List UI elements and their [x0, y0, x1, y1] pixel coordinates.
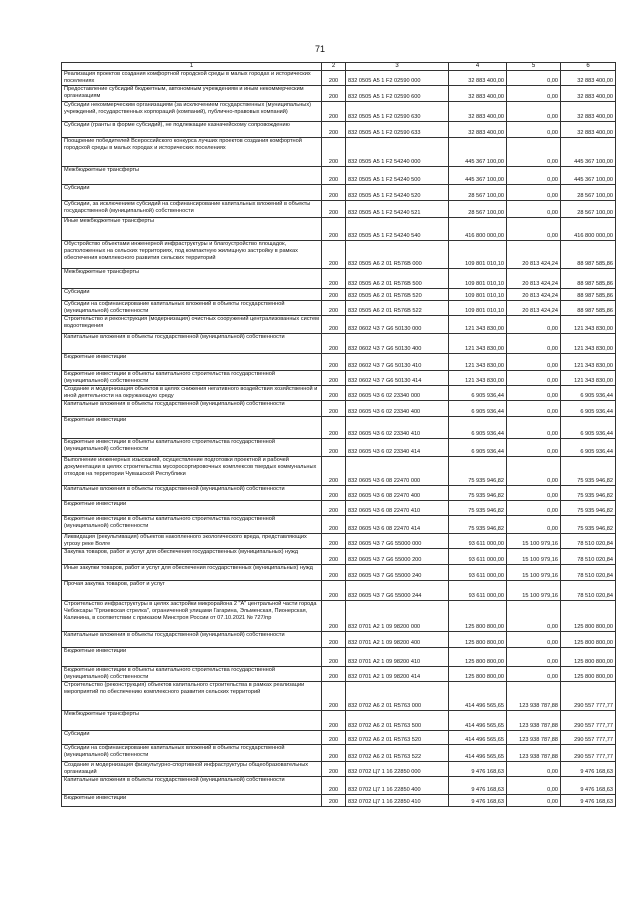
row-fact-cell: 0,00 — [507, 501, 561, 516]
row-code-cell: 200 — [322, 486, 346, 501]
row-code-cell: 200 — [322, 534, 346, 549]
row-fact-cell: 20 813 424,24 — [507, 241, 561, 269]
row-kbk-cell: 832 0505 А5 1 F2 54240 521 — [346, 201, 449, 218]
row-code-cell: 200 — [322, 102, 346, 122]
row-fact-cell: 0,00 — [507, 316, 561, 334]
row-fact-cell: 123 938 787,88 — [507, 711, 561, 731]
row-code-cell: 200 — [322, 301, 346, 316]
row-plan-cell: 121 343 830,00 — [449, 334, 507, 354]
row-kbk-cell: 832 0505 А6 2 01 R576B 500 — [346, 269, 449, 289]
row-kbk-cell: 832 0505 А5 1 F2 54240 520 — [346, 185, 449, 201]
table-row — [62, 648, 616, 667]
row-diff-cell: 6 905 936,44 — [561, 401, 616, 417]
row-diff-cell: 88 987 585,86 — [561, 301, 616, 316]
row-code-cell: 200 — [322, 334, 346, 354]
row-plan-cell: 32 883 400,00 — [449, 71, 507, 86]
table-row — [62, 86, 616, 102]
row-fact-cell: 0,00 — [507, 401, 561, 417]
row-diff-cell: 28 567 100,00 — [561, 201, 616, 218]
row-code-cell: 200 — [322, 745, 346, 762]
row-fact-cell: 0,00 — [507, 102, 561, 122]
row-diff-cell: 290 557 777,77 — [561, 745, 616, 762]
row-diff-cell: 32 883 400,00 — [561, 86, 616, 102]
row-name-cell: Ликвидация (рекультивация) объектов накопленного экологического вреда, представляющих угрозу реке Волге — [62, 534, 322, 549]
table-row — [62, 549, 616, 565]
row-code-cell: 200 — [322, 711, 346, 731]
row-name-cell: Бюджетные инвестиции в объекты капитального строительства государственной (муниципальной) собственности — [62, 516, 322, 534]
row-name-cell: Закупка товаров, работ и услуг для обеспечения государственных (муниципальных) нужд — [62, 549, 322, 565]
row-plan-cell: 416 800 000,00 — [449, 218, 507, 241]
row-kbk-cell: 832 0701 А2 1 09 98200 414 — [346, 667, 449, 682]
column-header: 3 — [346, 63, 449, 71]
table-row — [62, 565, 616, 581]
row-plan-cell: 9 476 168,63 — [449, 777, 507, 795]
row-diff-cell: 78 510 020,84 — [561, 549, 616, 565]
table-row — [62, 486, 616, 501]
row-diff-cell: 75 935 946,82 — [561, 457, 616, 486]
row-diff-cell: 6 905 936,44 — [561, 417, 616, 439]
row-fact-cell: 15 100 979,16 — [507, 534, 561, 549]
row-name-cell: Обустройство объектами инженерной инфраструктуры и благоустройство площадок, расположенных на сельских территориях, под компактную жилищную застройку в рамках обеспечения комплексного развития сельских территорий — [62, 241, 322, 269]
row-diff-cell: 121 343 830,00 — [561, 316, 616, 334]
row-diff-cell: 290 557 777,77 — [561, 711, 616, 731]
row-code-cell: 200 — [322, 185, 346, 201]
row-plan-cell: 32 883 400,00 — [449, 122, 507, 138]
row-code-cell: 200 — [322, 316, 346, 334]
row-name-cell: Бюджетные инвестиции — [62, 417, 322, 439]
table-row — [62, 269, 616, 289]
row-plan-cell: 125 800 800,00 — [449, 632, 507, 648]
row-kbk-cell: 832 0505 А6 2 01 R576B 520 — [346, 289, 449, 301]
table-row — [62, 762, 616, 777]
column-header: 1 — [62, 63, 322, 71]
row-diff-cell: 121 343 830,00 — [561, 371, 616, 386]
row-code-cell: 200 — [322, 218, 346, 241]
row-name-cell: Межбюджетные трансферты — [62, 269, 322, 289]
row-plan-cell: 75 935 946,82 — [449, 457, 507, 486]
table-row — [62, 682, 616, 711]
row-code-cell: 200 — [322, 501, 346, 516]
row-kbk-cell: 832 0505 А5 1 F2 02590 630 — [346, 102, 449, 122]
row-kbk-cell: 832 0605 Ч3 6 08 22470 410 — [346, 501, 449, 516]
row-name-cell: Капитальные вложения в объекты государственной (муниципальной) собственности — [62, 632, 322, 648]
row-plan-cell: 28 567 100,00 — [449, 201, 507, 218]
row-diff-cell: 78 510 020,84 — [561, 565, 616, 581]
row-fact-cell: 20 813 424,24 — [507, 301, 561, 316]
row-kbk-cell: 832 0701 А2 1 09 98200 410 — [346, 648, 449, 667]
row-kbk-cell: 832 0505 А5 1 F2 54240 500 — [346, 167, 449, 185]
row-diff-cell: 9 476 168,63 — [561, 795, 616, 807]
row-diff-cell: 125 800 800,00 — [561, 667, 616, 682]
table-row — [62, 354, 616, 371]
row-plan-cell: 414 496 565,65 — [449, 711, 507, 731]
row-name-cell: Создание и модернизация объектов в целях снижения негативного воздействия хозяйственной и иной деятельности на окружающую среду — [62, 386, 322, 401]
table-row — [62, 795, 616, 807]
row-plan-cell: 75 935 946,82 — [449, 516, 507, 534]
row-plan-cell: 121 343 830,00 — [449, 371, 507, 386]
row-name-cell: Бюджетные инвестиции в объекты капитального строительства государственной (муниципальной) собственности — [62, 667, 322, 682]
row-plan-cell: 28 567 100,00 — [449, 185, 507, 201]
row-diff-cell: 6 905 936,44 — [561, 386, 616, 401]
row-fact-cell: 123 938 787,88 — [507, 745, 561, 762]
row-plan-cell: 9 476 168,63 — [449, 795, 507, 807]
row-diff-cell: 416 800 000,00 — [561, 218, 616, 241]
row-diff-cell: 121 343 830,00 — [561, 334, 616, 354]
row-fact-cell: 0,00 — [507, 777, 561, 795]
row-kbk-cell: 832 0605 Ч3 6 02 23340 410 — [346, 417, 449, 439]
row-fact-cell: 0,00 — [507, 201, 561, 218]
table-row — [62, 334, 616, 354]
row-fact-cell: 15 100 979,16 — [507, 549, 561, 565]
table-row — [62, 167, 616, 185]
row-fact-cell: 20 813 424,24 — [507, 289, 561, 301]
table-row — [62, 457, 616, 486]
row-name-cell: Строительство и реконструкция (модернизация) очистных сооружений централизованных систем водоотведения — [62, 316, 322, 334]
row-name-cell: Бюджетные инвестиции — [62, 648, 322, 667]
row-plan-cell: 445 367 100,00 — [449, 138, 507, 167]
row-diff-cell: 28 567 100,00 — [561, 185, 616, 201]
row-code-cell: 200 — [322, 795, 346, 807]
row-diff-cell: 9 476 168,63 — [561, 762, 616, 777]
row-plan-cell: 414 496 565,65 — [449, 745, 507, 762]
table-row — [62, 371, 616, 386]
row-diff-cell: 32 883 400,00 — [561, 102, 616, 122]
row-kbk-cell: 832 0702 Ц7 1 16 22850 000 — [346, 762, 449, 777]
row-name-cell: Межбюджетные трансферты — [62, 711, 322, 731]
row-kbk-cell: 832 0702 А6 2 01 R5763 000 — [346, 682, 449, 711]
row-fact-cell: 0,00 — [507, 86, 561, 102]
row-code-cell: 200 — [322, 682, 346, 711]
row-name-cell: Капитальные вложения в объекты государственной (муниципальной) собственности — [62, 486, 322, 501]
row-code-cell: 200 — [322, 581, 346, 601]
row-code-cell: 200 — [322, 762, 346, 777]
row-plan-cell: 6 905 936,44 — [449, 417, 507, 439]
table-row — [62, 386, 616, 401]
row-plan-cell: 125 800 800,00 — [449, 601, 507, 632]
row-kbk-cell: 832 0702 Ц7 1 16 22850 410 — [346, 795, 449, 807]
row-fact-cell: 123 938 787,88 — [507, 682, 561, 711]
row-plan-cell: 109 801 010,10 — [449, 241, 507, 269]
column-header: 4 — [449, 63, 507, 71]
row-kbk-cell: 832 0505 А5 1 F2 54240 540 — [346, 218, 449, 241]
row-kbk-cell: 832 0505 А6 2 01 R576B 522 — [346, 301, 449, 316]
row-fact-cell: 0,00 — [507, 601, 561, 632]
row-name-cell: Создание и модернизация физкультурно-спортивной инфраструктуры общеобразовательных организаций — [62, 762, 322, 777]
row-name-cell: Бюджетные инвестиции — [62, 501, 322, 516]
row-diff-cell: 78 510 020,84 — [561, 534, 616, 549]
row-kbk-cell: 832 0605 Ч3 7 G6 55000 200 — [346, 549, 449, 565]
row-fact-cell: 0,00 — [507, 371, 561, 386]
row-code-cell: 200 — [322, 565, 346, 581]
table-row — [62, 316, 616, 334]
row-code-cell: 200 — [322, 601, 346, 632]
row-code-cell: 200 — [322, 241, 346, 269]
row-plan-cell: 93 611 000,00 — [449, 565, 507, 581]
row-plan-cell: 414 496 565,65 — [449, 731, 507, 745]
row-fact-cell: 0,00 — [507, 185, 561, 201]
row-fact-cell: 0,00 — [507, 417, 561, 439]
table-row — [62, 439, 616, 457]
column-number-row — [62, 63, 616, 71]
row-code-cell: 200 — [322, 777, 346, 795]
row-code-cell: 200 — [322, 516, 346, 534]
row-code-cell: 200 — [322, 269, 346, 289]
table-row — [62, 777, 616, 795]
row-kbk-cell: 832 0505 А6 2 01 R576B 000 — [346, 241, 449, 269]
row-code-cell: 200 — [322, 86, 346, 102]
row-name-cell: Строительство (реконструкция) объектов капитального строительства в рамках реализации мероприятий по обеспечению комплексного развития сельских территорий — [62, 682, 322, 711]
row-code-cell: 200 — [322, 457, 346, 486]
row-diff-cell: 88 987 585,86 — [561, 241, 616, 269]
row-code-cell: 200 — [322, 167, 346, 185]
row-plan-cell: 75 935 946,82 — [449, 501, 507, 516]
row-fact-cell: 0,00 — [507, 122, 561, 138]
row-code-cell: 200 — [322, 122, 346, 138]
table-row — [62, 241, 616, 269]
row-name-cell: Субсидии (гранты в форме субсидий), не подлежащие казначейскому сопровождению — [62, 122, 322, 138]
row-name-cell: Реализация проектов создания комфортной городской среды в малых городах и исторических поселениях — [62, 71, 322, 86]
row-fact-cell: 0,00 — [507, 516, 561, 534]
row-code-cell: 200 — [322, 138, 346, 167]
table-row — [62, 102, 616, 122]
row-kbk-cell: 832 0702 А6 2 01 R5763 522 — [346, 745, 449, 762]
row-code-cell: 200 — [322, 371, 346, 386]
row-kbk-cell: 832 0605 Ч3 7 G6 55000 244 — [346, 581, 449, 601]
row-plan-cell: 121 343 830,00 — [449, 354, 507, 371]
row-diff-cell: 32 883 400,00 — [561, 71, 616, 86]
row-name-cell: Субсидии на софинансирование капитальных вложений в объекты государственной (муниципальной) собственности — [62, 301, 322, 316]
row-code-cell: 200 — [322, 667, 346, 682]
row-diff-cell: 125 800 800,00 — [561, 648, 616, 667]
row-name-cell: Предоставление субсидий бюджетным, автономным учреждениям и иным некоммерческим организациям — [62, 86, 322, 102]
table-row — [62, 218, 616, 241]
row-kbk-cell: 832 0605 Ч3 7 G6 55000 240 — [346, 565, 449, 581]
row-diff-cell: 9 476 168,63 — [561, 777, 616, 795]
row-name-cell: Бюджетные инвестиции — [62, 795, 322, 807]
row-code-cell: 200 — [322, 201, 346, 218]
row-kbk-cell: 832 0602 Ч3 7 G6 50130 410 — [346, 354, 449, 371]
row-diff-cell: 125 800 800,00 — [561, 632, 616, 648]
row-plan-cell: 414 496 565,65 — [449, 682, 507, 711]
row-diff-cell: 32 883 400,00 — [561, 122, 616, 138]
table-row — [62, 581, 616, 601]
row-code-cell: 200 — [322, 354, 346, 371]
table-row — [62, 417, 616, 439]
row-plan-cell: 93 611 000,00 — [449, 549, 507, 565]
row-plan-cell: 125 800 800,00 — [449, 667, 507, 682]
row-name-cell: Субсидии на софинансирование капитальных вложений в объекты государственной (муниципальной) собственности — [62, 745, 322, 762]
row-diff-cell: 121 343 830,00 — [561, 354, 616, 371]
table-row — [62, 401, 616, 417]
row-code-cell: 200 — [322, 417, 346, 439]
row-plan-cell: 6 905 936,44 — [449, 386, 507, 401]
row-plan-cell: 109 801 010,10 — [449, 269, 507, 289]
row-name-cell: Субсидии — [62, 731, 322, 745]
row-fact-cell: 20 813 424,24 — [507, 269, 561, 289]
row-fact-cell: 0,00 — [507, 167, 561, 185]
row-diff-cell: 88 987 585,86 — [561, 269, 616, 289]
row-code-cell: 200 — [322, 648, 346, 667]
row-kbk-cell: 832 0702 А6 2 01 R5763 500 — [346, 711, 449, 731]
row-fact-cell: 15 100 979,16 — [507, 565, 561, 581]
table-row — [62, 501, 616, 516]
table-row — [62, 601, 616, 632]
row-kbk-cell: 832 0702 Ц7 1 16 22850 400 — [346, 777, 449, 795]
row-plan-cell: 93 611 000,00 — [449, 534, 507, 549]
row-kbk-cell: 832 0605 Ч3 7 G6 55000 000 — [346, 534, 449, 549]
row-kbk-cell: 832 0602 Ч3 7 G6 50130 400 — [346, 334, 449, 354]
row-diff-cell: 78 510 020,84 — [561, 581, 616, 601]
table-row — [62, 71, 616, 86]
table-row — [62, 289, 616, 301]
row-code-cell: 200 — [322, 549, 346, 565]
row-code-cell: 200 — [322, 289, 346, 301]
table-row — [62, 122, 616, 138]
row-plan-cell: 93 611 000,00 — [449, 581, 507, 601]
row-diff-cell: 6 905 936,44 — [561, 439, 616, 457]
row-fact-cell: 0,00 — [507, 795, 561, 807]
row-fact-cell: 0,00 — [507, 486, 561, 501]
row-diff-cell: 290 557 777,77 — [561, 731, 616, 745]
row-name-cell: Выполнение инженерных изысканий, осуществление подготовки проектной и рабочей документации в целях строительства мусоросортировочных комплексов твердых коммунальных отходов на территории Чувашской Республики — [62, 457, 322, 486]
row-name-cell: Прочая закупка товаров, работ и услуг — [62, 581, 322, 601]
table-row — [62, 301, 616, 316]
row-kbk-cell: 832 0505 А5 1 F2 02590 633 — [346, 122, 449, 138]
row-diff-cell: 75 935 946,82 — [561, 516, 616, 534]
row-fact-cell: 0,00 — [507, 667, 561, 682]
row-name-cell: Субсидии — [62, 289, 322, 301]
row-diff-cell: 75 935 946,82 — [561, 501, 616, 516]
column-header: 2 — [322, 63, 346, 71]
row-name-cell: Субсидии, за исключением субсидий на софинансирование капитальных вложений в объекты государственной (муниципальной) собственности — [62, 201, 322, 218]
row-plan-cell: 32 883 400,00 — [449, 86, 507, 102]
row-fact-cell: 15 100 979,16 — [507, 581, 561, 601]
row-kbk-cell: 832 0602 Ч3 7 G6 50130 000 — [346, 316, 449, 334]
row-diff-cell: 290 557 777,77 — [561, 682, 616, 711]
row-kbk-cell: 832 0701 А2 1 09 98200 000 — [346, 601, 449, 632]
row-kbk-cell: 832 0702 А6 2 01 R5763 520 — [346, 731, 449, 745]
table-row — [62, 138, 616, 167]
row-diff-cell: 445 367 100,00 — [561, 167, 616, 185]
row-kbk-cell: 832 0701 А2 1 09 98200 400 — [346, 632, 449, 648]
row-name-cell: Бюджетные инвестиции в объекты капитального строительства государственной (муниципальной) собственности — [62, 371, 322, 386]
row-plan-cell: 6 905 936,44 — [449, 439, 507, 457]
row-kbk-cell: 832 0505 А5 1 F2 02590 600 — [346, 86, 449, 102]
row-code-cell: 200 — [322, 439, 346, 457]
row-fact-cell: 0,00 — [507, 71, 561, 86]
row-kbk-cell: 832 0505 А5 1 F2 54240 000 — [346, 138, 449, 167]
table-row — [62, 534, 616, 549]
budget-execution-table — [61, 62, 616, 807]
table-row — [62, 516, 616, 534]
row-kbk-cell: 832 0605 Ч3 6 08 22470 400 — [346, 486, 449, 501]
row-fact-cell: 0,00 — [507, 439, 561, 457]
row-code-cell: 200 — [322, 731, 346, 745]
row-diff-cell: 75 935 946,82 — [561, 486, 616, 501]
row-kbk-cell: 832 0605 Ч3 6 02 23340 400 — [346, 401, 449, 417]
table-row — [62, 731, 616, 745]
row-name-cell: Капитальные вложения в объекты государственной (муниципальной) собственности — [62, 334, 322, 354]
row-name-cell: Субсидии — [62, 185, 322, 201]
row-diff-cell: 88 987 585,86 — [561, 289, 616, 301]
row-name-cell: Иные межбюджетные трансферты — [62, 218, 322, 241]
row-plan-cell: 121 343 830,00 — [449, 316, 507, 334]
column-header: 5 — [507, 63, 561, 71]
row-plan-cell: 9 476 168,63 — [449, 762, 507, 777]
row-name-cell: Бюджетные инвестиции в объекты капитального строительства государственной (муниципальной) собственности — [62, 439, 322, 457]
row-code-cell: 200 — [322, 401, 346, 417]
row-name-cell: Капитальные вложения в объекты государственной (муниципальной) собственности — [62, 777, 322, 795]
row-fact-cell: 0,00 — [507, 218, 561, 241]
row-plan-cell: 109 801 010,10 — [449, 301, 507, 316]
row-plan-cell: 75 935 946,82 — [449, 486, 507, 501]
row-fact-cell: 0,00 — [507, 632, 561, 648]
table-row — [62, 201, 616, 218]
row-kbk-cell: 832 0505 А5 1 F2 02590 000 — [346, 71, 449, 86]
row-fact-cell: 0,00 — [507, 762, 561, 777]
row-kbk-cell: 832 0605 Ч3 6 02 23340 000 — [346, 386, 449, 401]
row-fact-cell: 123 938 787,88 — [507, 731, 561, 745]
row-name-cell: Межбюджетные трансферты — [62, 167, 322, 185]
row-plan-cell: 109 801 010,10 — [449, 289, 507, 301]
row-kbk-cell: 832 0605 Ч3 6 08 22470 414 — [346, 516, 449, 534]
row-code-cell: 200 — [322, 632, 346, 648]
row-name-cell: Капитальные вложения в объекты государственной (муниципальной) собственности — [62, 401, 322, 417]
row-name-cell: Строительство инфраструктуры в целях застройки микрорайона 2 "А" центральной части города Чебоксары "Грязевская стрелка", ограниченной улицами Гагарина, Эльменская, Пионерская, Калинина, в соответствии с приказом Минстроя России от 07.10.2021 № 727/пр — [62, 601, 322, 632]
column-header: 6 — [561, 63, 616, 71]
row-plan-cell: 125 800 800,00 — [449, 648, 507, 667]
row-kbk-cell: 832 0602 Ч3 7 G6 50130 414 — [346, 371, 449, 386]
row-fact-cell: 0,00 — [507, 457, 561, 486]
row-diff-cell: 445 367 100,00 — [561, 138, 616, 167]
table-row — [62, 632, 616, 648]
row-fact-cell: 0,00 — [507, 648, 561, 667]
row-plan-cell: 32 883 400,00 — [449, 102, 507, 122]
row-fact-cell: 0,00 — [507, 386, 561, 401]
row-name-cell: Иные закупки товаров, работ и услуг для обеспечения государственных (муниципальных) нужд — [62, 565, 322, 581]
row-fact-cell: 0,00 — [507, 334, 561, 354]
row-plan-cell: 445 367 100,00 — [449, 167, 507, 185]
row-kbk-cell: 832 0605 Ч3 6 02 23340 414 — [346, 439, 449, 457]
row-name-cell: Бюджетные инвестиции — [62, 354, 322, 371]
row-name-cell: Субсидии некоммерческим организациям (за исключением государственных (муниципальных) учреждений, государственных корпораций (компаний), публично-правовых компаний) — [62, 102, 322, 122]
row-fact-cell: 0,00 — [507, 138, 561, 167]
table-row — [62, 711, 616, 731]
table-row — [62, 185, 616, 201]
row-code-cell: 200 — [322, 71, 346, 86]
row-plan-cell: 6 905 936,44 — [449, 401, 507, 417]
row-name-cell: Поощрение победителей Всероссийского конкурса лучших проектов создания комфортной городской среды в малых городах и исторических поселениях — [62, 138, 322, 167]
table-row — [62, 745, 616, 762]
row-fact-cell: 0,00 — [507, 354, 561, 371]
table-row — [62, 667, 616, 682]
row-kbk-cell: 832 0605 Ч3 6 08 22470 000 — [346, 457, 449, 486]
page-number: 71 — [314, 44, 325, 54]
row-diff-cell: 125 800 800,00 — [561, 601, 616, 632]
row-code-cell: 200 — [322, 386, 346, 401]
